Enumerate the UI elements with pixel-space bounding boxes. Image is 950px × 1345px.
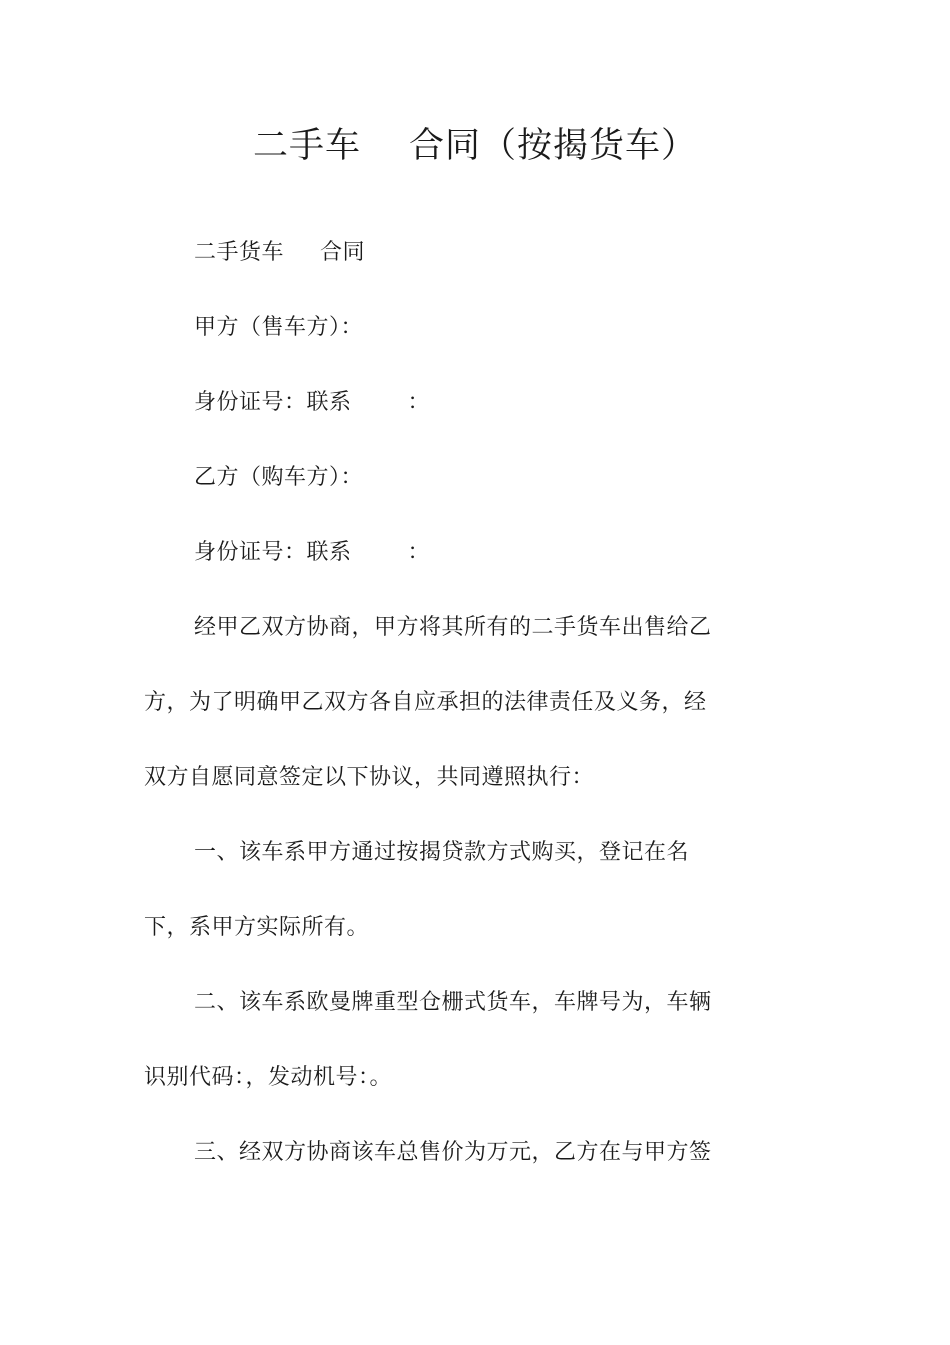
header-part-2: 合同 (320, 240, 366, 265)
party-b-contact-colon: ： (407, 540, 431, 565)
clause-1-line: 一、该车系甲方通过按揭贷款方式购买，登记在名 (194, 840, 690, 865)
title-part-1: 二手车 (252, 126, 361, 166)
clause-2-line: 二、该车系欧曼牌重型仓栅式货车，车牌号为，车辆 (194, 990, 712, 1015)
title-part-2: 合同（按揭货车） (409, 126, 698, 166)
clause-2-line: 识别代码：，发动机号：。 (144, 1065, 393, 1090)
party-b-line: 乙方（购车方）： (194, 465, 364, 490)
paragraph-line: 双方自愿同意签定以下协议，共同遵照执行： (144, 765, 595, 790)
contract-header-line (194, 238, 365, 268)
party-b-id-line (194, 538, 430, 568)
paragraph-line: 经甲乙双方协商，甲方将其所有的二手货车出售给乙 (194, 615, 712, 640)
party-a-id-line (194, 388, 430, 418)
party-a-line: 甲方（售车方）： (194, 315, 364, 340)
paragraph-line: 方，为了明确甲乙双方各自应承担的法律责任及义务，经 (144, 690, 707, 715)
party-a-id-label: 身份证号：联系 (194, 390, 352, 415)
party-b-id-label: 身份证号：联系 (194, 540, 352, 565)
document-title (0, 122, 950, 170)
clause-3-line: 三、经双方协商该车总售价为万元，乙方在与甲方签 (194, 1140, 712, 1165)
header-part-1: 二手货车 (194, 240, 285, 265)
party-a-contact-colon: ： (407, 390, 431, 415)
clause-1-line: 下，系甲方实际所有。 (144, 915, 370, 940)
